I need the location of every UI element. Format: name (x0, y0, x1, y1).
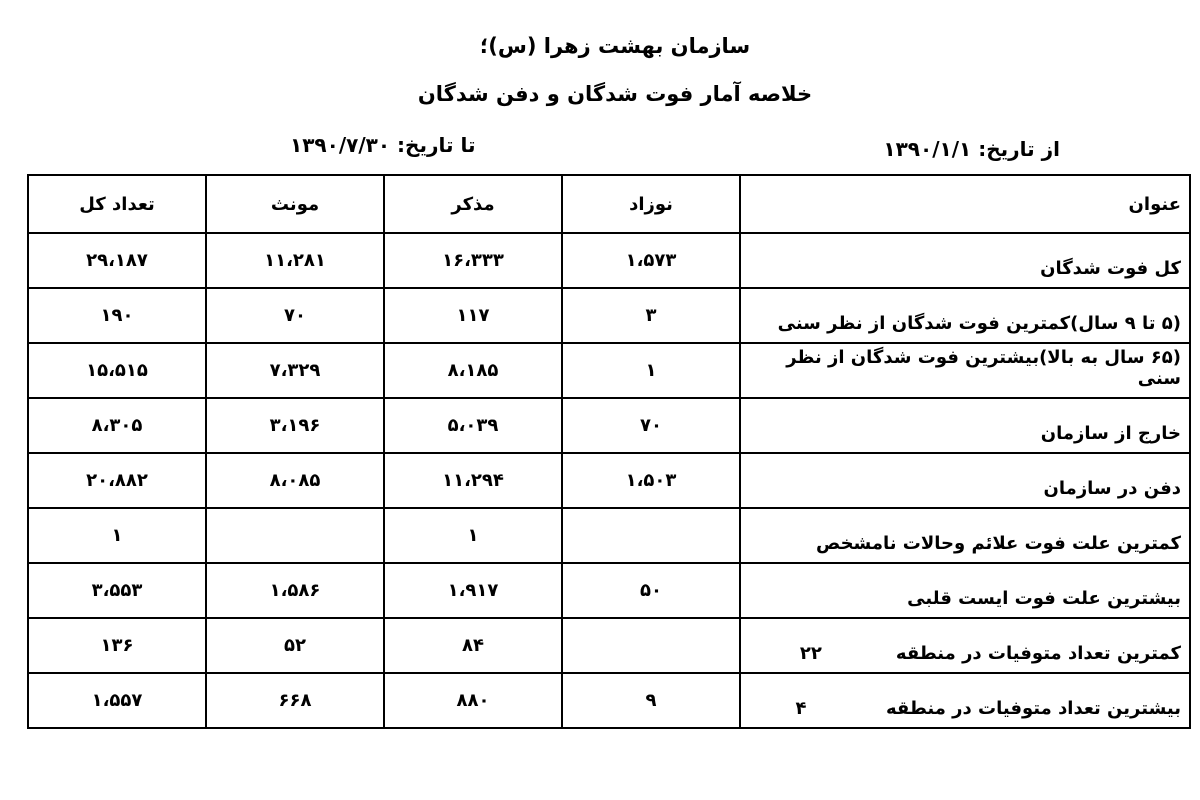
row-label: بیشترین علت فوت ایست قلبی (907, 588, 1181, 609)
cell-female: ۳،۱۹۶ (206, 398, 384, 453)
cell-female: ۷،۳۲۹ (206, 343, 384, 398)
row-label-cell (740, 563, 1190, 618)
cell-male: ۱۱،۲۹۴ (384, 453, 562, 508)
cell-newborn: ۷۰ (562, 398, 740, 453)
cell-newborn (562, 508, 740, 563)
row-label: خارج از سازمان (1040, 423, 1181, 444)
cell-female: ۱،۵۸۶ (206, 563, 384, 618)
row-label-cell (740, 233, 1190, 288)
row-label-cell (740, 453, 1190, 508)
row-label-cell (740, 398, 1190, 453)
cell-total: ۱،۵۵۷ (28, 673, 206, 728)
cell-newborn: ۱ (562, 343, 740, 398)
cell-female: ۶۶۸ (206, 673, 384, 728)
row-label-cell (740, 288, 1190, 343)
cell-newborn: ۹ (562, 673, 740, 728)
cell-total: ۱۵،۵۱۵ (28, 343, 206, 398)
table-header-row (28, 175, 1190, 233)
table-row (28, 398, 1190, 453)
cell-male: ۸۸۰ (384, 673, 562, 728)
table-row (28, 563, 1190, 618)
table-row (28, 618, 1190, 673)
cell-female: ۸،۰۸۵ (206, 453, 384, 508)
cell-male: ۱۱۷ (384, 288, 562, 343)
column-header-total: تعداد کل (28, 175, 206, 233)
date-to: تا تاریخ: ۱۳۹۰/۷/۳۰ (290, 133, 476, 157)
row-label: بیشترین تعداد متوفیات در منطقه (886, 698, 1181, 719)
statistics-table (27, 174, 1191, 729)
cell-newborn: ۳ (562, 288, 740, 343)
cell-male: ۱۶،۳۳۳ (384, 233, 562, 288)
cell-female: ۱۱،۲۸۱ (206, 233, 384, 288)
table-row (28, 288, 1190, 343)
table-row (28, 508, 1190, 563)
cell-male: ۱،۹۱۷ (384, 563, 562, 618)
cell-male: ۸۴ (384, 618, 562, 673)
date-from: از تاریخ: ۱۳۹۰/۱/۱ (883, 137, 1060, 161)
cell-female: ۷۰ (206, 288, 384, 343)
cell-total: ۱۹۰ (28, 288, 206, 343)
cell-male: ۵،۰۳۹ (384, 398, 562, 453)
cell-female: ۵۲ (206, 618, 384, 673)
column-header-newborn: نوزاد (562, 175, 740, 233)
row-label-cell (740, 343, 1190, 398)
cell-male: ۸،۱۸۵ (384, 343, 562, 398)
cell-total: ۱۳۶ (28, 618, 206, 673)
table-row (28, 343, 1190, 398)
table-row (28, 453, 1190, 508)
column-header-female: مونث (206, 175, 384, 233)
row-label: دفن در سازمان (1043, 478, 1181, 499)
page-subtitle: خلاصه آمار فوت شدگان و دفن شدگان (417, 82, 813, 106)
cell-total: ۱ (28, 508, 206, 563)
cell-newborn: ۱،۵۰۳ (562, 453, 740, 508)
row-label: کمترین علت فوت علائم وحالات نامشخص (816, 533, 1181, 554)
cell-newborn: ۱،۵۷۳ (562, 233, 740, 288)
cell-total: ۸،۳۰۵ (28, 398, 206, 453)
column-header-title: عنوان (740, 175, 1190, 233)
region-number: ۴ (795, 698, 807, 719)
column-header-male: مذکر (384, 175, 562, 233)
row-label: (۶۵ سال به بالا)بیشترین فوت شدگان از نظر سنی (786, 347, 1181, 389)
cell-male: ۱ (384, 508, 562, 563)
cell-female (206, 508, 384, 563)
row-label: کمترین تعداد متوفیات در منطقه (895, 643, 1181, 664)
row-label-cell (740, 618, 1190, 673)
row-label: (۵ تا ۹ سال)کمترین فوت شدگان از نظر سنی (777, 313, 1181, 334)
row-label: کل فوت شدگان (1040, 258, 1181, 279)
table-row (28, 673, 1190, 728)
table-row (28, 233, 1190, 288)
cell-total: ۳،۵۵۳ (28, 563, 206, 618)
cell-newborn (562, 618, 740, 673)
page-title: سازمان بهشت زهرا (س)؛ (479, 34, 751, 58)
cell-total: ۲۰،۸۸۲ (28, 453, 206, 508)
row-label-cell (740, 508, 1190, 563)
row-label-cell (740, 673, 1190, 728)
region-number: ۲۲ (799, 643, 822, 664)
cell-newborn: ۵۰ (562, 563, 740, 618)
cell-total: ۲۹،۱۸۷ (28, 233, 206, 288)
